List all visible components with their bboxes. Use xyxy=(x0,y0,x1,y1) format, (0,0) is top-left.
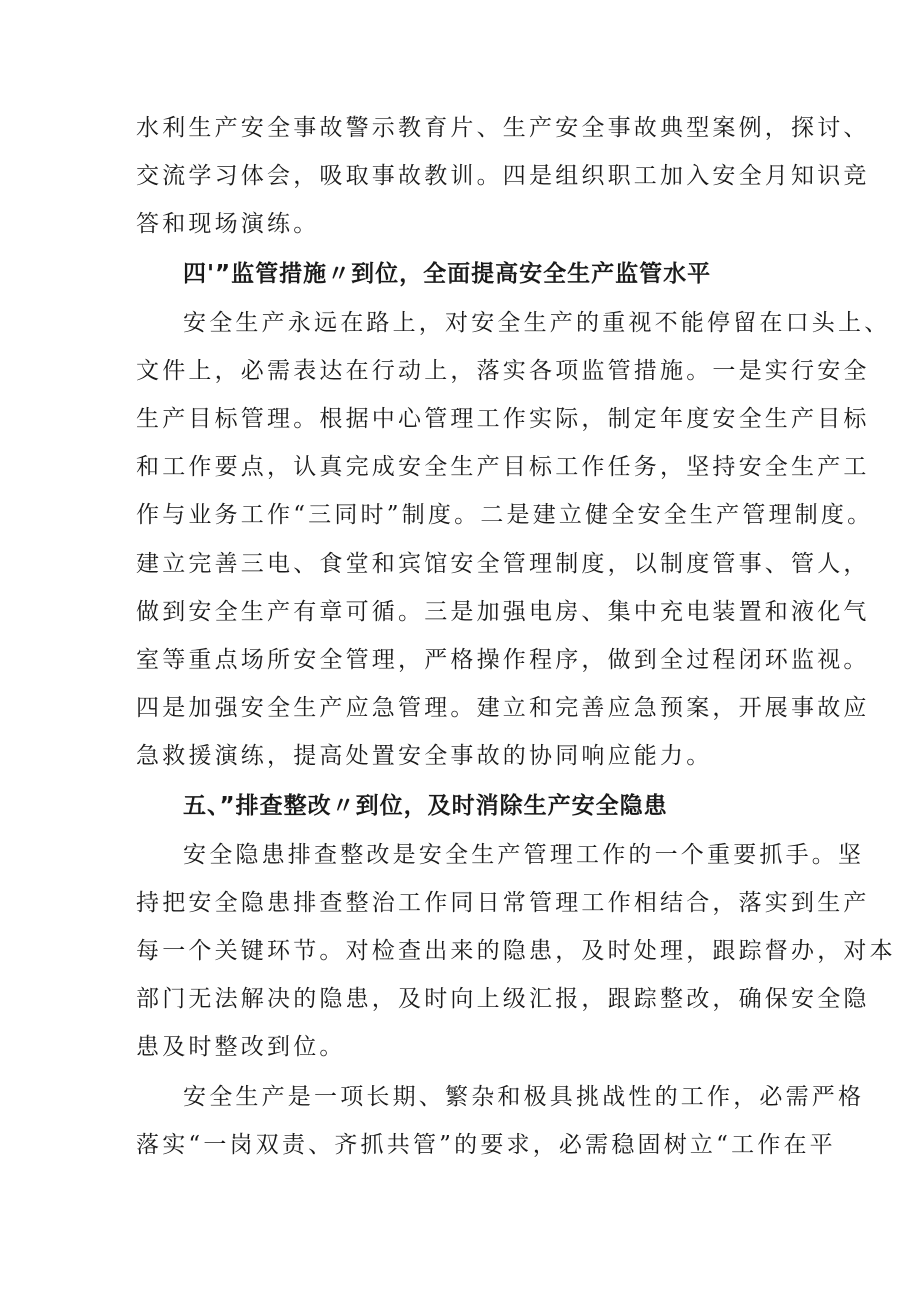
body-text-line: 急救援演练，提高处置安全事故的协同响应能力。 xyxy=(136,743,713,769)
body-text-line: 生产目标管理。根据中心管理工作实际，制定年度安全生产目标 xyxy=(136,406,870,432)
body-text-line: 持把安全隐患排查整治工作同日常管理工作相结合，落实到生产 xyxy=(136,890,870,916)
body-text-line: 作与业务工作“三同时”制度。二是建立健全安全生产管理制度。 xyxy=(136,502,874,528)
body-text-line: 部门无法解决的隐患，及时向上级汇报，跟踪整改，确保安全隐 xyxy=(136,986,870,1012)
body-text-line: 做到安全生产有章可循。三是加强电房、集中充电装置和液化气 xyxy=(136,599,870,625)
body-text-line: 水利生产安全事故警示教育片、生产安全事故典型案例，探讨、 xyxy=(136,115,870,141)
section-heading-4: 四'”监管措施〃到位，全面提高安全生产监管水平 xyxy=(183,261,712,287)
body-text-line: 文件上，必需表达在行动上，落实各项监管措施。一是实行安全 xyxy=(136,358,870,384)
body-text-line: 建立完善三电、食堂和宾馆安全管理制度，以制度管事、管人， xyxy=(136,551,870,577)
body-text-line: 交流学习体会，吸取事故教训。四是组织职工加入安全月知识竞 xyxy=(136,163,870,189)
body-text-line: 安全隐患排查整改是安全生产管理工作的一个重要抓手。坚 xyxy=(183,842,865,868)
body-text-line: 答和现场演练。 xyxy=(136,211,320,237)
body-text-line: 每一个关键环节。对检查出来的隐患，及时处理，跟踪督办，对本 xyxy=(136,938,896,964)
body-text-line: 和工作要点，认真完成安全生产目标工作任务，坚持安全生产工 xyxy=(136,454,870,480)
body-text-line: 安全生产是一项长期、繁杂和极具挑战性的工作，必需严格 xyxy=(183,1084,865,1110)
body-text-line: 室等重点场所安全管理，严格操作程序，做到全过程闭环监视。 xyxy=(136,647,870,673)
body-text-line: 患及时整改到位。 xyxy=(136,1034,346,1060)
body-text-line: 落实“一岗双责、齐抓共管”的要求，必需稳固树立“工作在平 xyxy=(136,1132,836,1158)
body-text-line: 四是加强安全生产应急管理。建立和完善应急预案，开展事故应 xyxy=(136,695,870,721)
section-heading-5: 五、”排查整改〃到位，及时消除生产安全隐患 xyxy=(183,793,668,819)
body-text-line: 安全生产永远在路上，对安全生产的重视不能停留在口头上、 xyxy=(183,310,891,336)
